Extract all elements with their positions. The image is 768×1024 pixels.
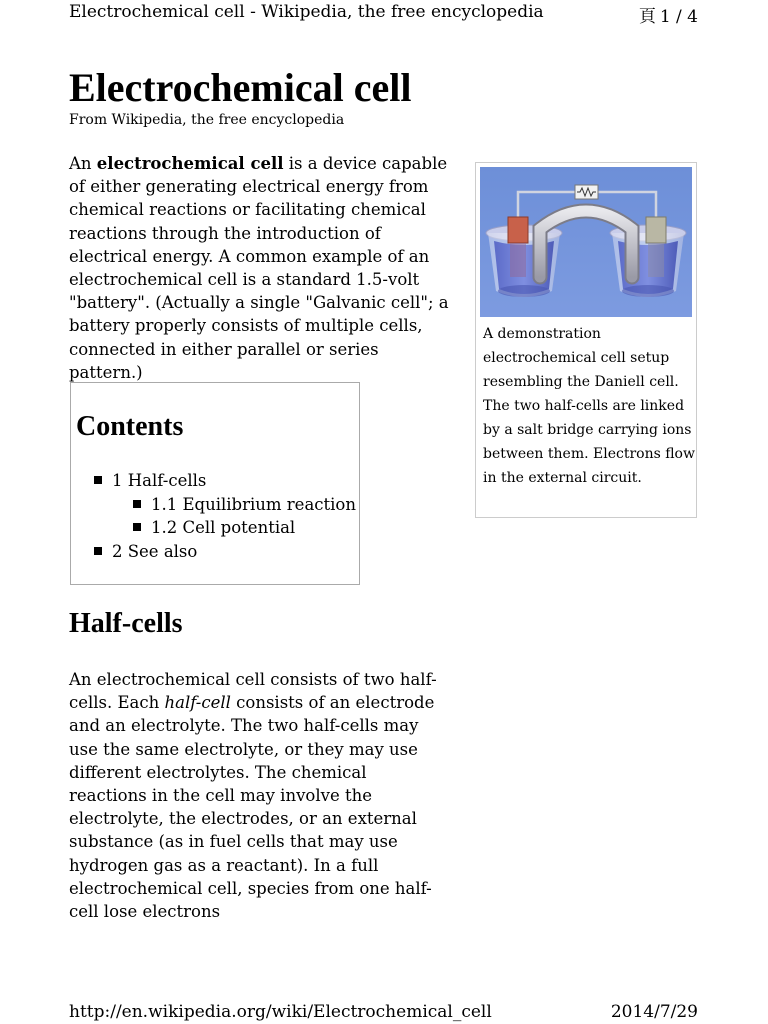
print-footer-date: 2014/7/29 bbox=[610, 1002, 698, 1022]
intro-paragraph bbox=[69, 152, 449, 384]
print-header-page-counter bbox=[639, 2, 698, 27]
half-cells-paragraph bbox=[69, 668, 449, 923]
article-title: Electrochemical cell bbox=[69, 65, 412, 110]
page-number: 1 / 4 bbox=[659, 7, 698, 27]
half-cells-italic-term: half-cell bbox=[164, 693, 231, 713]
bullet-icon bbox=[133, 523, 141, 531]
toc-list bbox=[94, 469, 356, 563]
toc-item-equilibrium-reaction[interactable] bbox=[94, 493, 356, 517]
toc-item-see-also[interactable] bbox=[94, 540, 356, 564]
bullet-icon bbox=[94, 476, 102, 484]
page-label: 頁 bbox=[638, 7, 656, 27]
toc-item-half-cells[interactable] bbox=[94, 469, 356, 493]
daniell-cell-illustration[interactable] bbox=[480, 167, 692, 317]
article-tagline: From Wikipedia, the free encyclopedia bbox=[69, 112, 345, 128]
print-footer-url[interactable]: http://en.wikipedia.org/wiki/Electrochemical_cell bbox=[69, 1002, 492, 1022]
intro-rest: is a device capable of either generating electrical energy from chemical reactions or facilitating chemical reactions through the introduction of electrical energy. A common example of an electrochemical cell is a standard 1.5-volt "battery". (Actually a single "Galvanic cell"; a battery properly consists of multiple cells, connected in either parallel or series pattern.) bbox=[69, 154, 449, 382]
bullet-icon bbox=[94, 547, 102, 555]
half-cells-rest: consists of an electrode and an electrolyte. The two half-cells may use the same electrolyte, or they may use different electrolytes. The chemical reactions in the cell may involve the electrolyte, the electrodes, or an external substance (as in fuel cells that may use hydrogen gas as a reactant). In a full electrochemical cell, species from one half-cell lose electrons bbox=[69, 693, 435, 922]
section-heading-half-cells: Half-cells bbox=[69, 608, 183, 639]
intro-lead: An bbox=[69, 154, 97, 173]
half-cells-lead: An electrochemical cell consists of two half-cells. Each bbox=[69, 670, 437, 713]
toc-item-label: 1 Half-cells bbox=[112, 471, 207, 490]
figure-thumbnail bbox=[475, 162, 697, 518]
figure-caption: A demonstration electrochemical cell setup resembling the Daniell cell. The two half-cells are linked by a salt bridge carrying ions between them. Electrons flow in the external circuit. bbox=[483, 326, 695, 486]
toc-heading: Contents bbox=[76, 411, 184, 442]
toc-item-cell-potential[interactable] bbox=[94, 516, 356, 540]
toc-item-label: 1.1 Equilibrium reaction bbox=[151, 494, 356, 514]
toc-item-label: 1.2 Cell potential bbox=[151, 518, 296, 537]
intro-bold-term: electrochemical cell bbox=[96, 154, 284, 173]
toc-item-label: 2 See also bbox=[112, 541, 198, 561]
table-of-contents bbox=[70, 382, 360, 585]
print-header-title: Electrochemical cell - Wikipedia, the free encyclopedia bbox=[69, 2, 544, 22]
bullet-icon bbox=[133, 500, 141, 508]
